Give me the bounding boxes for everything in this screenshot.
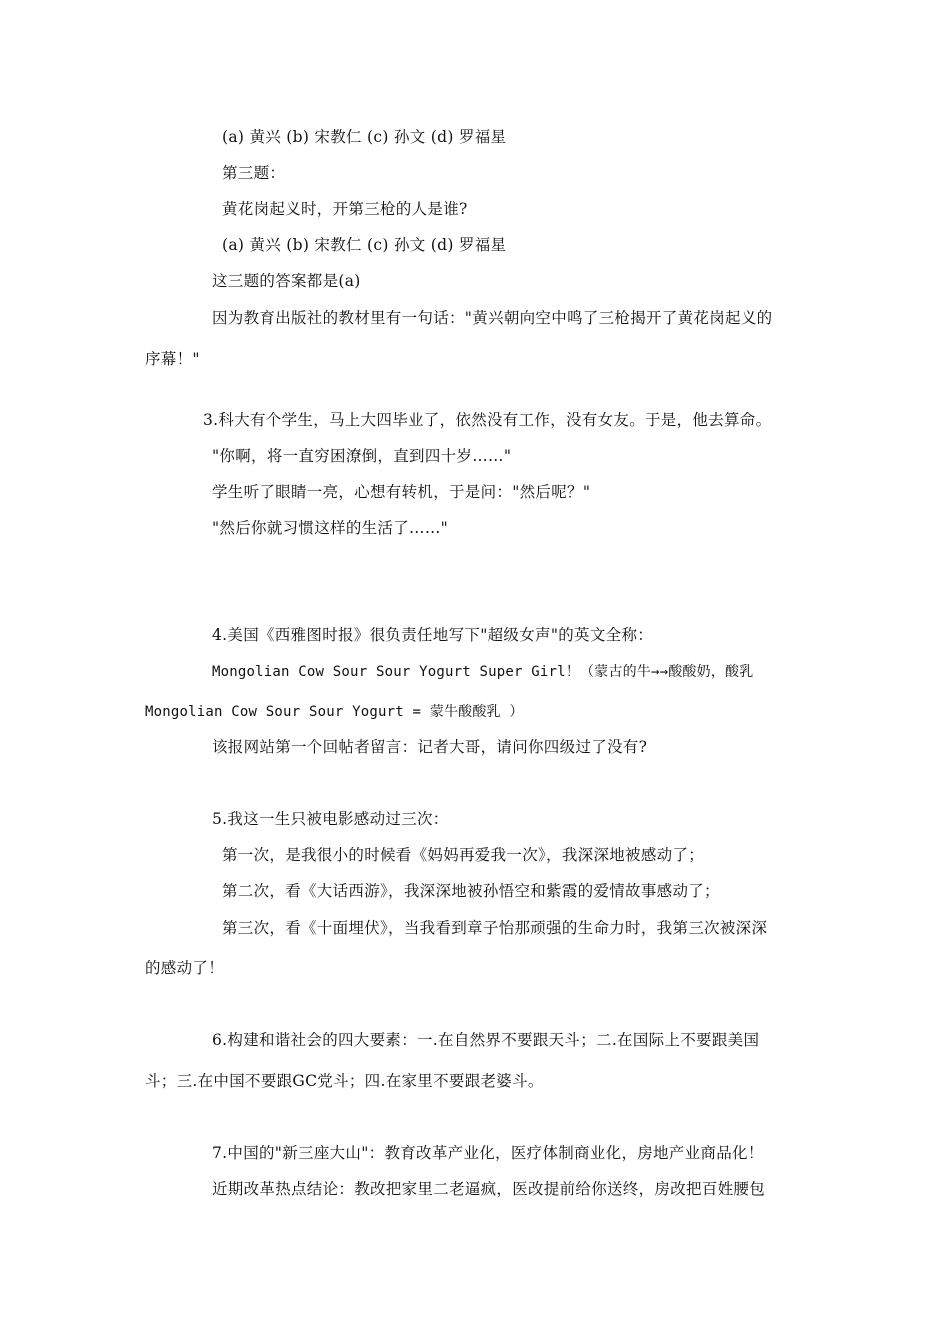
text-line: 3.科大有个学生，马上大四毕业了，依然没有工作，没有女友。于是，他去算命。 [203,411,772,429]
text-line: 该报网站第一个回帖者留言：记者大哥，请问你四级过了没有? [212,738,648,756]
text-line: 第一次，是我很小的时候看《妈妈再爱我一次》，我深深地被感动了； [222,846,705,864]
text-line: 6.构建和谐社会的四大要素：一.在自然界不要跟天斗；二.在国际上不要跟美国 [212,1031,760,1049]
text-line: "然后你就习惯这样的生活了……" [212,519,449,537]
text-line: 4.美国《西雅图时报》很负责任地写下"超级女声"的英文全称： [212,626,654,644]
text-line: 序幕！" [145,350,200,368]
text-line: 因为教育出版社的教材里有一句话："黄兴朝向空中鸣了三枪揭开了黄花岗起义的 [212,309,773,327]
text-line: (a) 黄兴 (b) 宋教仁 (c) 孙文 (d) 罗福星 [222,236,507,254]
text-line: 近期改革热点结论：教改把家里二老逼疯，医改提前给你送终，房改把百姓腰包 [212,1180,766,1198]
text-line: (a) 黄兴 (b) 宋教仁 (c) 孙文 (d) 罗福星 [222,128,507,146]
text-line: 第三次，看《十面埋伏》，当我看到章子怡那顽强的生命力时，我第三次被深深 [222,919,768,937]
text-line: 黄花岗起义时，开第三枪的人是谁? [222,200,468,218]
text-line: 7.中国的"新三座大山"：教育改革产业化，医疗体制商业化，房地产业商品化！ [212,1144,764,1162]
text-line: 这三题的答案都是(a) [212,272,361,290]
text-line: 5.我这一生只被电影感动过三次： [212,810,449,828]
text-line: 学生听了眼睛一亮，心想有转机，于是问："然后呢？" [212,483,591,501]
text-line: 斗；三.在中国不要跟GC党斗；四.在家里不要跟老婆斗。 [145,1072,544,1090]
text-line: 的感动了！ [145,959,225,977]
text-line: 第三题： [222,164,286,182]
text-line: "你啊，将一直穷困潦倒，直到四十岁……" [212,447,512,465]
text-line: Mongolian Cow Sour Sour Yogurt = 蒙牛酸酸乳 ） [145,704,524,720]
text-line: Mongolian Cow Sour Sour Yogurt Super Girl！（蒙古的牛→→酸酸奶，酸乳 [212,664,754,680]
text-line: 第二次，看《大话西游》，我深深地被孙悟空和紫霞的爱情故事感动了； [222,882,720,900]
